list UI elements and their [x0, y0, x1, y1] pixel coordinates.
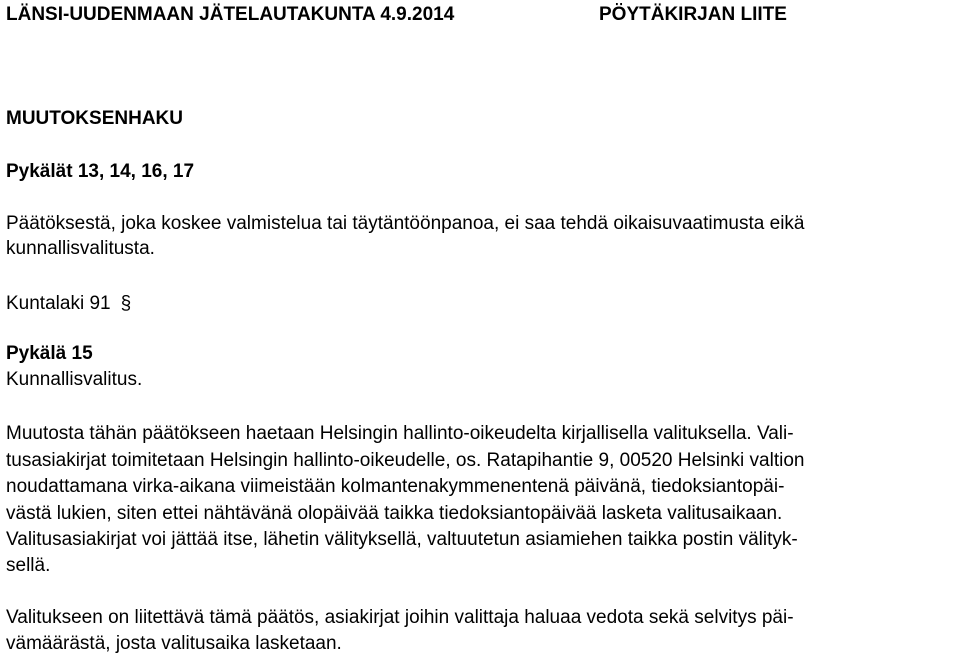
paragraph-1-line-2: kunnallisvalitusta. [6, 238, 155, 259]
appeal-line-6: sellä. [6, 555, 51, 576]
appeal-line-1: Muutosta tähän päätökseen haetaan Helsingin hallinto-oikeudelta kirjallisella valituksella. Vali- [6, 423, 794, 444]
appeal-line-5: Valitusasiakirjat voi jättää itse, lähetin välityksellä, valtuutetun asiamiehen taikka postin välityk- [6, 529, 798, 550]
paragraph-label: Pykälä 15 [6, 343, 93, 364]
section-sign-symbol: § [120, 293, 132, 314]
header-appendix-label: PÖYTÄKIRJAN LIITE [599, 4, 787, 25]
paragraph-subtitle: Kunnallisvalitus. [6, 369, 143, 390]
law-reference-text: Kuntalaki 91 [6, 293, 111, 314]
paragraph-1-line-1: Päätöksestä, joka koskee valmistelua tai täytäntöönpanoa, ei saa tehdä oikaisuvaatimusta eikä [6, 213, 805, 234]
appeal-line-3: noudattamana virka-aikana viimeistään kolmantenakymmenentenä päivänä, tiedoksiantopäi- [6, 476, 785, 497]
header-organization-date: LÄNSI-UUDENMAAN JÄTELAUTAKUNTA 4.9.2014 [6, 4, 455, 25]
section-title: MUUTOKSENHAKU [6, 108, 183, 129]
sections-list: Pykälät 13, 14, 16, 17 [6, 161, 195, 182]
attachments-line-1: Valitukseen on liitettävä tämä päätös, asiakirjat joihin valittaja haluaa vedota sekä selvitys päi- [6, 607, 794, 628]
appeal-line-2: tusasiakirjat toimitetaan Helsingin hallinto-oikeudelle, os. Ratapihantie 9, 00520 Helsinki valtion [6, 450, 805, 471]
law-reference [6, 291, 131, 317]
attachments-line-2: vämäärästä, josta valitusaika lasketaan. [6, 633, 342, 654]
appeal-line-4: västä lukien, siten ettei nähtävänä olopäivää taikka tiedoksiantopäivää lasketa valitusaikaan. [6, 503, 783, 524]
